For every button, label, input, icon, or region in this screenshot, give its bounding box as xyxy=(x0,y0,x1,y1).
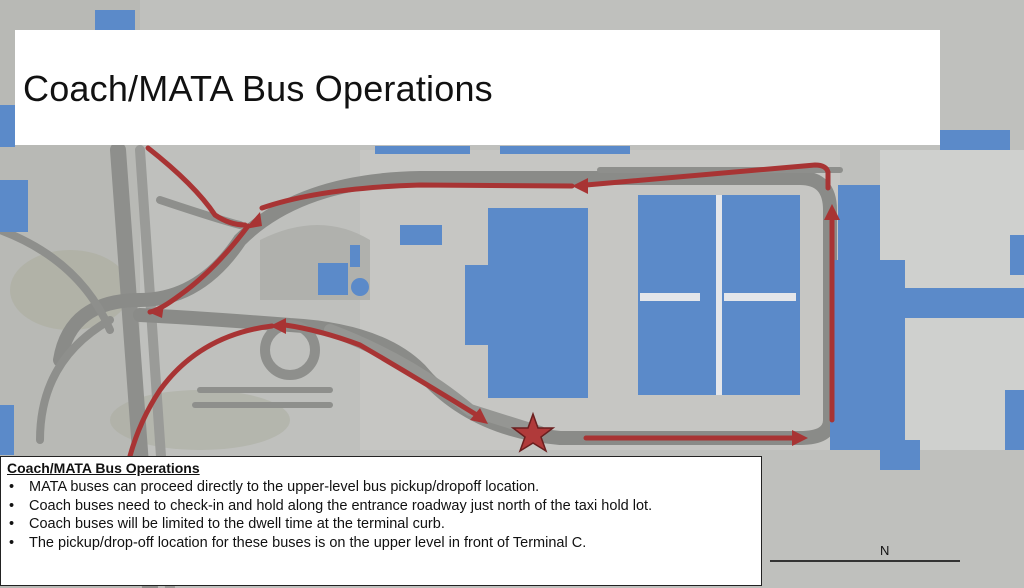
title-banner xyxy=(15,30,940,145)
info-panel xyxy=(0,456,762,586)
list-item: • Coach buses need to check-in and hold along the entrance roadway just north of the taxi hold lot. xyxy=(9,497,653,514)
north-indicator: N xyxy=(880,543,890,558)
list-item: • The pickup/drop-off location for these buses is on the upper level in front of Terminal C. xyxy=(9,534,587,551)
list-item: • MATA buses can proceed directly to the upper-level bus pickup/dropoff location. xyxy=(9,479,540,495)
list-item: • Coach buses will be limited to the dwell time at the terminal curb. xyxy=(9,516,445,532)
page-title: Coach/MATA Bus Operations xyxy=(23,68,493,109)
info-bullet-list xyxy=(7,479,753,552)
info-heading: Coach/MATA Bus Operations xyxy=(7,460,200,476)
